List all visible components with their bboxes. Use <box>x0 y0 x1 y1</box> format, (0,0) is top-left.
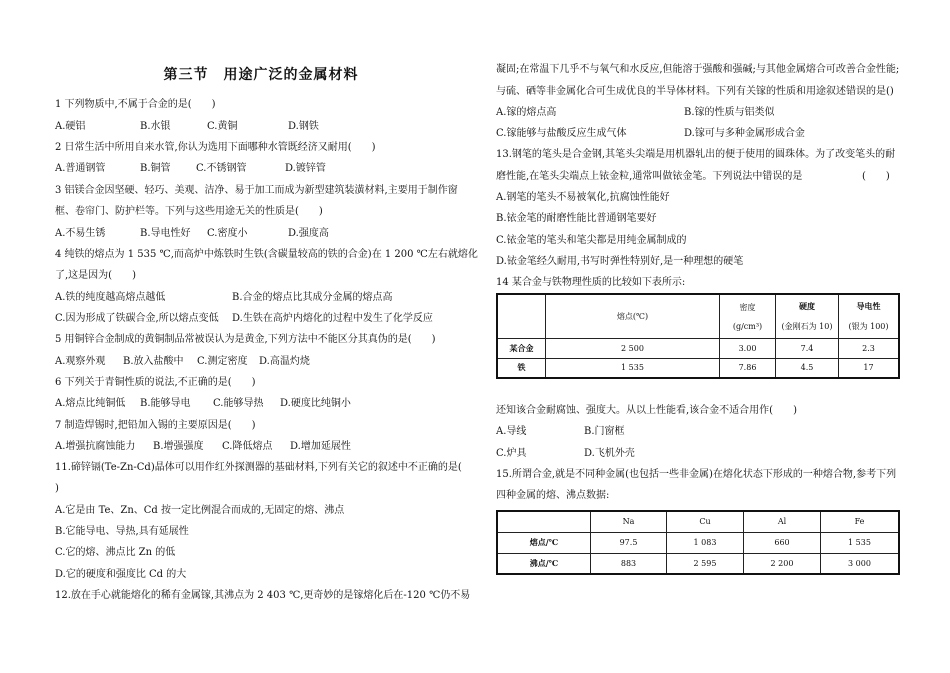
q1-stem: 1 下列物质中,不属于合金的是( ) <box>55 99 216 110</box>
q7-option-a: A.增强抗腐蚀能力 <box>55 441 136 452</box>
q15-table <box>496 510 900 575</box>
q15-header-cu: Cu <box>667 511 744 532</box>
q3-stem-2: 框、卷帘门、防护栏等。下列与这些用途无关的性质是( ) <box>55 206 323 217</box>
q14-option-b: B.门窗框 <box>584 426 625 437</box>
q15-header-na: Na <box>591 511 667 532</box>
table-cell: 3 000 <box>821 553 900 574</box>
page-title: 第三节 用途广泛的金属材料 <box>163 67 359 83</box>
q7-option-c: C.降低熔点 <box>222 441 273 452</box>
table-cell: 2.3 <box>839 338 900 358</box>
q12-option-b: B.镓的性质与铝类似 <box>684 107 775 118</box>
q11-option-b: B.它能导电、导热,具有延展性 <box>55 526 189 537</box>
q13-stem-2: 磨性能,在笔头尖端点上铱金粒,通常叫做铱金笔。下列说法中错误的是 <box>496 171 803 182</box>
q13-option-d: D.铱金笔经久耐用,书写时弹性特别好,是一种理想的硬笔 <box>496 256 744 267</box>
q6-option-a: A.熔点比纯铜低 <box>55 398 126 409</box>
table-cell: 17 <box>839 358 900 378</box>
table-cell: 1 535 <box>546 358 720 378</box>
q3-option-a: A.不易生锈 <box>55 228 106 239</box>
q11-option-d: D.它的硬度和强度比 Cd 的大 <box>55 569 187 580</box>
q13-option-a: A.钢笔的笔头不易被氧化,抗腐蚀性能好 <box>496 192 670 203</box>
q2-option-a: A.普通钢管 <box>55 163 106 174</box>
table-cell: 660 <box>744 532 821 553</box>
q4-option-d: D.生铁在高炉内熔化的过程中发生了化学反应 <box>232 313 433 324</box>
q15-header-al: Al <box>744 511 821 532</box>
q15-stem-2: 四种金属的熔、沸点数据: <box>496 490 610 501</box>
q6-stem: 6 下列关于青铜性质的说法,不正确的是( ) <box>55 377 256 388</box>
q12-option-d: D.镓可与多种金属形成合金 <box>684 128 805 139</box>
table-row <box>497 553 899 574</box>
q11-option-c: C.它的熔、沸点比 Zn 的低 <box>55 547 176 558</box>
q14-header-hardness: 硬度 (金刚石为 10) <box>776 294 839 338</box>
q15-row-label: 熔点/℃ <box>497 532 591 553</box>
q12-cont-2: 与硫、硒等非金属化合可生成优良的半导体材料。下列有关镓的性质和用途叙述错误的是() <box>496 86 894 97</box>
q1-option-b: B.水银 <box>140 121 171 132</box>
table-cell: 7.86 <box>720 358 776 378</box>
q2-option-d: D.镀锌管 <box>285 163 326 174</box>
q5-stem: 5 用铜锌合金制成的黄铜制品常被误认为是黄金,下列方法中不能区分其真伪的是( ) <box>55 334 436 345</box>
table-cell: 2 500 <box>546 338 720 358</box>
q4-option-a: A.铁的纯度越高熔点越低 <box>55 292 166 303</box>
q4-stem-1: 4 纯铁的熔点为 1 535 ℃,而高炉中炼铁时生铁(含碳量较高的铁的合金)在 1 200 ℃左右就熔化 <box>55 249 478 260</box>
table-cell: 4.5 <box>776 358 839 378</box>
q2-option-c: C.不锈钢管 <box>196 163 247 174</box>
q15-stem-1: 15.所谓合金,就是不同种金属(也包括一些非金属)在熔化状态下形成的一种熔合物,参考下列 <box>496 469 897 480</box>
q13-stem-1: 13.钢笔的笔头是合金钢,其笔头尖端是用机器轧出的便于使用的圆珠体。为了改变笔头的耐 <box>496 149 896 160</box>
q5-option-c: C.测定密度 <box>197 356 248 367</box>
q7-stem: 7 制造焊锡时,把铅加入锡的主要原因是( ) <box>55 420 256 431</box>
q7-option-b: B.增强强度 <box>153 441 204 452</box>
q14-option-a: A.导线 <box>496 426 527 437</box>
q14-option-d: D.飞机外壳 <box>584 448 635 459</box>
q14-header-density: 密度 (g/cm³) <box>720 294 776 338</box>
table-cell: 1 083 <box>667 532 744 553</box>
q5-option-a: A.观察外观 <box>55 356 106 367</box>
q3-option-c: C.密度小 <box>207 228 248 239</box>
q14-table <box>496 293 900 379</box>
q14-option-c: C.炉具 <box>496 448 527 459</box>
q6-option-c: C.能够导热 <box>213 398 264 409</box>
q15-row-label: 沸点/℃ <box>497 553 591 574</box>
q4-option-b: B.合金的熔点比其成分金属的熔点高 <box>232 292 393 303</box>
q1-option-c: C.黄铜 <box>207 121 238 132</box>
q15-table-corner <box>497 511 591 532</box>
q12-option-c: C.镓能够与盐酸反应生成气体 <box>496 128 627 139</box>
q5-option-d: D.高温灼烧 <box>259 356 310 367</box>
q14-header-conductivity: 导电性 (银为 100) <box>839 294 900 338</box>
q6-option-d: D.硬度比纯铜小 <box>280 398 351 409</box>
q11-stem-1: 11.碲锌镉(Te-Zn-Cd)晶体可以用作红外探测器的基础材料,下列有关它的叙述中不正确的是( <box>55 462 462 473</box>
table-row <box>497 532 899 553</box>
table-cell: 883 <box>591 553 667 574</box>
q2-option-b: B.铜管 <box>140 163 171 174</box>
q11-option-a: A.它是由 Te、Zn、Cd 按一定比例混合而成的,无固定的熔、沸点 <box>55 505 345 516</box>
table-cell: 97.5 <box>591 532 667 553</box>
table-cell: 7.4 <box>776 338 839 358</box>
q12-option-a: A.镓的熔点高 <box>496 107 557 118</box>
table-cell: 1 535 <box>821 532 900 553</box>
q13-option-b: B.铱金笔的耐磨性能比普通钢笔要好 <box>496 213 657 224</box>
q4-option-c: C.因为形成了铁碳合金,所以熔点变低 <box>55 313 219 324</box>
q6-option-b: B.能够导电 <box>140 398 191 409</box>
q13-option-c: C.铱金笔的笔头和笔尖都是用纯金属制成的 <box>496 235 687 246</box>
q15-header-fe: Fe <box>821 511 900 532</box>
q3-option-b: B.导电性好 <box>140 228 191 239</box>
q3-option-d: D.强度高 <box>288 228 329 239</box>
q1-option-a: A.硬铝 <box>55 121 86 132</box>
table-cell: 3.00 <box>720 338 776 358</box>
q14-row-label: 某合金 <box>497 338 546 358</box>
q14-header-melting-point: 熔点(℃) <box>546 294 720 338</box>
q13-answer-paren: ( ) <box>862 171 890 182</box>
table-cell: 2 595 <box>667 553 744 574</box>
q3-stem-1: 3 铝镁合金因坚硬、轻巧、美观、洁净、易于加工而成为新型建筑装潢材料,主要用于制作窗 <box>55 185 458 196</box>
q12-cont-1: 凝固;在常温下几乎不与氧气和水反应,但能溶于强酸和强碱;与其他金属熔合可改善合金性能; <box>496 64 900 75</box>
table-cell: 2 200 <box>744 553 821 574</box>
table-row <box>497 358 899 378</box>
q14-row-label: 铁 <box>497 358 546 378</box>
q2-stem: 2 日常生活中所用自来水管,你认为选用下面哪种水管既经济又耐用( ) <box>55 142 376 153</box>
q12-stem-1: 12.放在手心就能熔化的稀有金属镓,其沸点为 2 403 ℃,更奇妙的是镓熔化后在-120 ℃仍不易 <box>55 590 471 601</box>
q11-stem-2: ) <box>55 483 59 494</box>
table-row <box>497 338 899 358</box>
q14-table-corner <box>497 294 546 338</box>
q7-option-d: D.增加延展性 <box>290 441 351 452</box>
q1-option-d: D.钢铁 <box>288 121 319 132</box>
q14-after: 还知该合金耐腐蚀、强度大。从以上性能看,该合金不适合用作( ) <box>496 405 797 416</box>
q4-stem-2: 了,这是因为( ) <box>55 270 136 281</box>
q5-option-b: B.放入盐酸中 <box>123 356 184 367</box>
q14-stem: 14 某合金与铁物理性质的比较如下表所示: <box>496 277 686 288</box>
